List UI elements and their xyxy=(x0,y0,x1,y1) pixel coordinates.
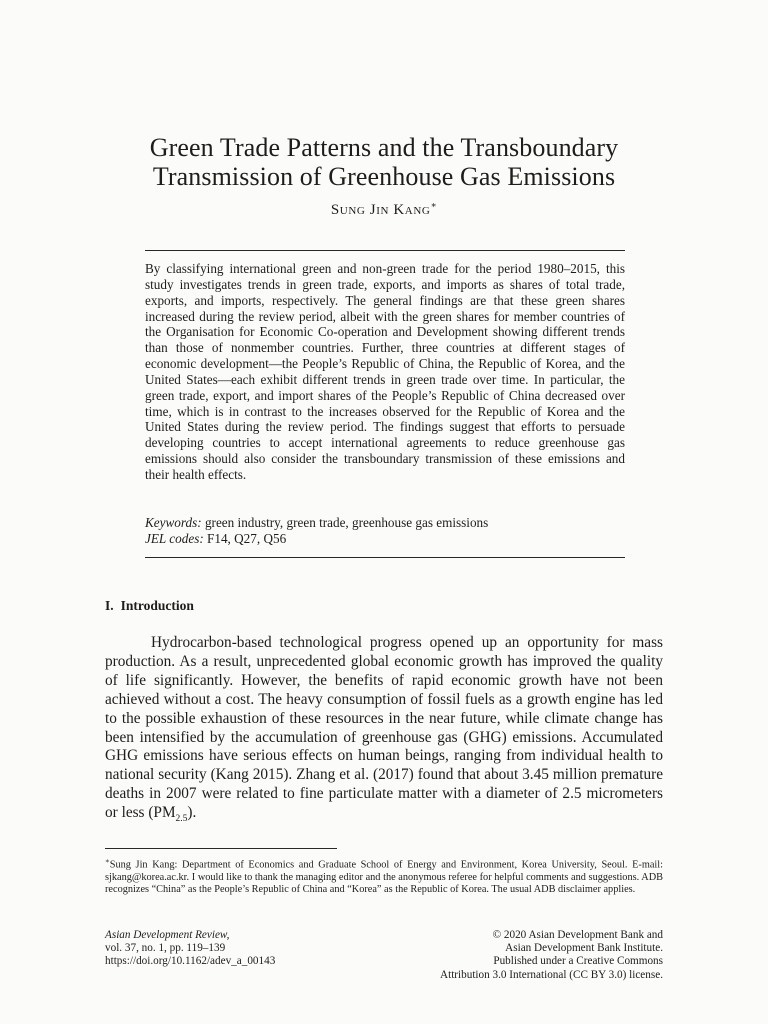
introduction-text: Hydrocarbon-based technological progress opened up an opportunity for mass production. As a result, unprecedented global economic growth has improved the quality of life significantly. However, the benefits of rapid economic growth have not been achieved without a cost. The heavy consumption of fossil fuels as a growth engine has led to the possible exhaustion of these resources in the near future, while climate change has been intensified by the accumulation of greenhouse gas (GHG) emissions. Accumulated GHG emissions have serious effects on human beings, ranging from individual health to national security (Kang 2015). Zhang et al. (2017) found that about 3.45 million premature deaths in 2007 were related to fine particulate matter with a diameter of 2.5 micrometers or less (PM xyxy=(105,634,663,822)
jel-codes-line xyxy=(145,531,625,547)
author-text: Sung Jin Kang xyxy=(330,202,431,218)
author-name xyxy=(0,200,768,219)
footnote xyxy=(105,855,663,896)
introduction-paragraph xyxy=(105,634,663,829)
keywords-block xyxy=(145,515,625,547)
journal-volume: vol. 37, no. 1, pp. 119–139 xyxy=(105,942,226,955)
section-title: Introduction xyxy=(120,598,194,613)
jel-codes-label: JEL codes: xyxy=(145,531,204,546)
copyright-line-3: Published under a Creative Commons xyxy=(493,955,663,968)
journal-name: Asian Development Review, xyxy=(105,929,230,941)
abstract-text: By classifying international green and non-green trade for the period 1980–2015, this study investigates trends in green trade, exports, and imports as shares of total trade, exports, and imports, respectively. The general findings are that these green shares increased during the review period, albeit with the green shares for member countries of the Organisation for Economic Co-operation and Development showing different trends than those of nonmember countries. Further, three countries at different stages of economic development—the People’s Republic of China, the Republic of Korea, and the United States—each exhibit different trends in green trade over time. In particular, the green trade, export, and import shares of the People’s Republic of China decreased over time, which is in contrast to the increases observed for the Republic of Korea and the United States during the review period. The findings suggest that efforts to persuade developing countries to accept international agreements to reduce greenhouse gas emissions should also consider the transboundary transmission of these emissions and their health effects. xyxy=(145,261,625,482)
abstract-top-rule xyxy=(145,250,625,251)
title-line-1: Green Trade Patterns and the Transboundary xyxy=(149,133,619,162)
section-number: I. xyxy=(105,598,114,613)
abstract xyxy=(145,261,625,483)
footnote-text: Sung Jin Kang: Department of Economics and Graduate School of Energy and Environment, Korea University, Seoul. E-mail: sjkang@korea.ac.kr. I would like to thank the managing editor and the anonymous referee for helpful comments and suggestions. ADB recognizes “China” as the People’s Republic of China and “Korea” as the Republic of Korea. The usual ADB disclaimer applies. xyxy=(105,859,663,895)
journal-citation xyxy=(105,929,275,955)
introduction-text-end: ). xyxy=(187,804,197,822)
publication-info xyxy=(105,929,275,969)
section-heading xyxy=(105,598,194,614)
footnote-rule xyxy=(105,848,337,849)
copyright-line-4: Attribution 3.0 International (CC BY 3.0) license. xyxy=(440,968,663,981)
footnote-mark: ∗ xyxy=(105,857,110,865)
paper-title xyxy=(0,133,768,191)
author-footnote-mark[interactable]: ∗ xyxy=(430,200,438,210)
keywords-value: green industry, green trade, greenhouse gas emissions xyxy=(204,515,489,530)
jel-codes-value: F14, Q27, Q56 xyxy=(207,531,287,546)
pm-subscript: 2.5 xyxy=(175,814,188,825)
copyright-notice xyxy=(363,929,663,982)
keywords-label: Keywords: xyxy=(145,515,202,530)
footnote-paragraph xyxy=(105,855,663,896)
title-line-2: Transmission of Greenhouse Gas Emissions xyxy=(152,162,616,191)
abstract-bottom-rule xyxy=(145,557,625,558)
introduction-body xyxy=(105,634,663,829)
copyright-line-1: © 2020 Asian Development Bank and xyxy=(492,929,663,941)
copyright-line-2: Asian Development Bank Institute. xyxy=(505,942,663,955)
doi-link[interactable]: https://doi.org/10.1162/adev_a_00143 xyxy=(105,955,276,968)
keywords-line xyxy=(145,515,625,531)
